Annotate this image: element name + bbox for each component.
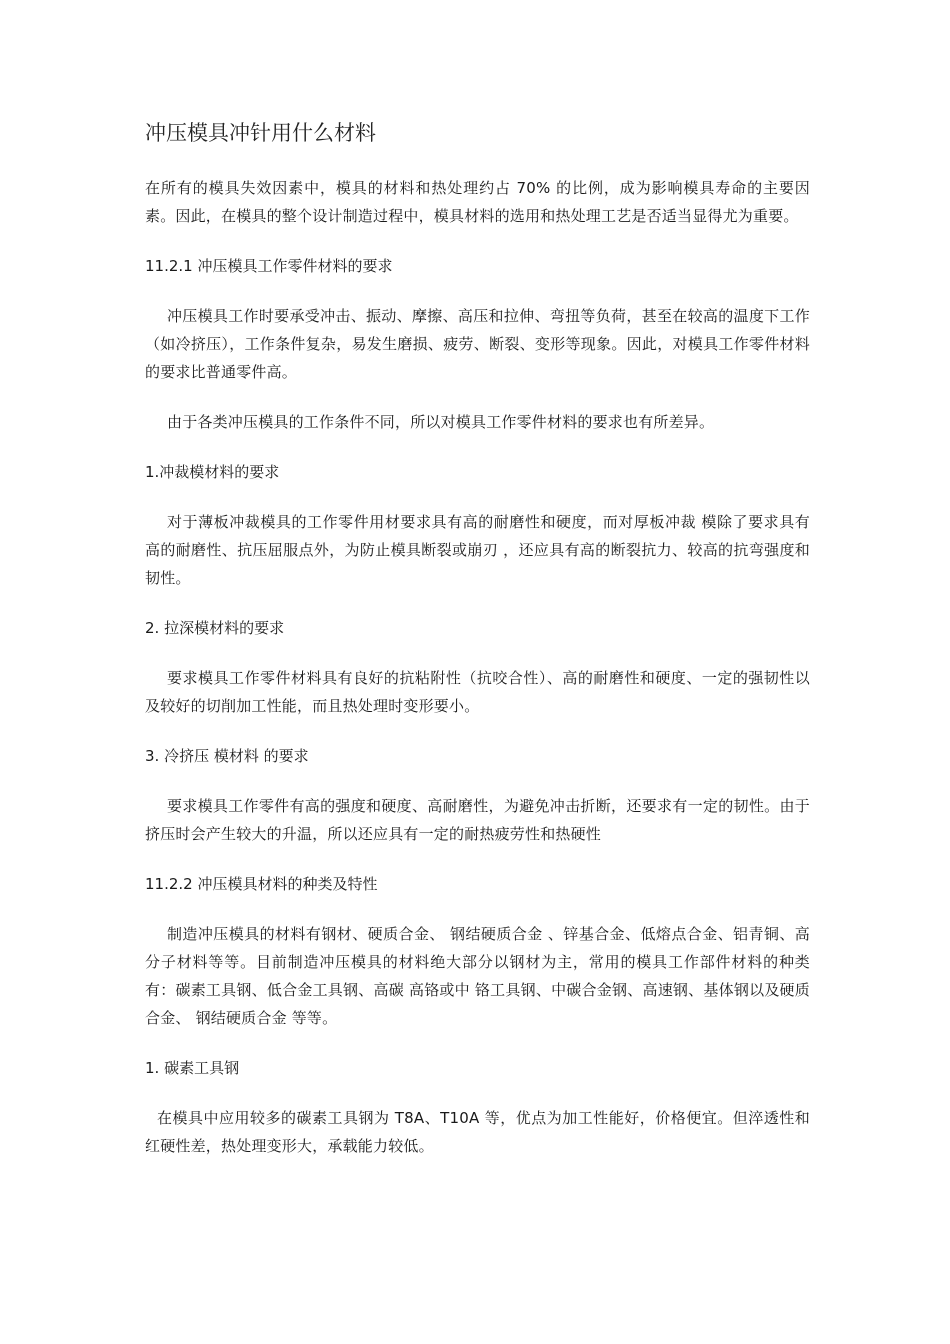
section1-paragraph-2: 由于各类冲压模具的工作条件不同，所以对模具工作零件材料的要求也有所差异。 — [167, 413, 715, 431]
subheading-cold-extrusion-die: 3. 冷挤压 模材料 的要求 — [145, 747, 309, 765]
section1-paragraph-1: 冲压模具工作时要承受冲击、振动、摩擦、高压和拉伸、弯扭等负荷，甚至在较高的温度下工作（如冷挤压），工作条件复杂，易发生磨损、疲劳、断裂、变形等现象。因此，对模具工作零件材料的要求比普通零件高。 — [145, 307, 810, 381]
drawing-die-paragraph: 要求模具工作零件材料具有良好的抗粘附性（抗咬合性）、高的耐磨性和硬度、一定的强韧性以及较好的切削加工性能，而且热处理时变形要小。 — [145, 669, 810, 715]
subheading-drawing-die: 2. 拉深模材料的要求 — [145, 619, 285, 637]
section-heading-11-2-2: 11.2.2 冲压模具材料的种类及特性 — [145, 875, 378, 893]
subheading-carbon-tool-steel: 1. 碳素工具钢 — [145, 1059, 240, 1077]
punching-die-paragraph: 对于薄板冲裁模具的工作零件用材要求具有高的耐磨性和硬度，而对厚板冲裁 模除了要求具有高的耐磨性、抗压屈服点外，为防止模具断裂或崩刃 ，还应具有高的断裂抗力、较高的抗弯强度和韧性。 — [145, 513, 810, 587]
section2-paragraph-1: 制造冲压模具的材料有钢材、硬质合金、 钢结硬质合金 、锌基合金、低熔点合金、铝青铜、高分子材料等等。目前制造冲压模具的材料绝大部分以钢材为主，常用的模具工作部件材料的种类有：碳素工具钢、低合金工具钢、高碳 高铬或中 铬工具钢、中碳合金钢、高速钢、基体钢以及硬质合金、 钢结硬质合金 等等。 — [145, 925, 810, 1027]
document-page — [145, 118, 810, 1182]
cold-extrusion-paragraph: 要求模具工作零件有高的强度和硬度、高耐磨性，为避免冲击折断，还要求有一定的韧性。由于挤压时会产生较大的升温，所以还应具有一定的耐热疲劳性和热硬性 — [145, 797, 810, 843]
intro-paragraph: 在所有的模具失效因素中，模具的材料和热处理约占 70% 的比例，成为影响模具寿命的主要因素。因此，在模具的整个设计制造过程中，模具材料的选用和热处理工艺是否适当显得尤为重要。 — [145, 179, 810, 225]
section-heading-11-2-1: 11.2.1 冲压模具工作零件材料的要求 — [145, 257, 393, 275]
document-title: 冲压模具冲针用什么材料 — [145, 121, 376, 145]
carbon-tool-steel-paragraph: 在模具中应用较多的碳素工具钢为 T8A、T10A 等，优点为加工性能好，价格便宜。但淬透性和红硬性差，热处理变形大，承载能力较低。 — [145, 1109, 810, 1155]
subheading-punching-die: 1.冲裁模材料的要求 — [145, 463, 280, 481]
